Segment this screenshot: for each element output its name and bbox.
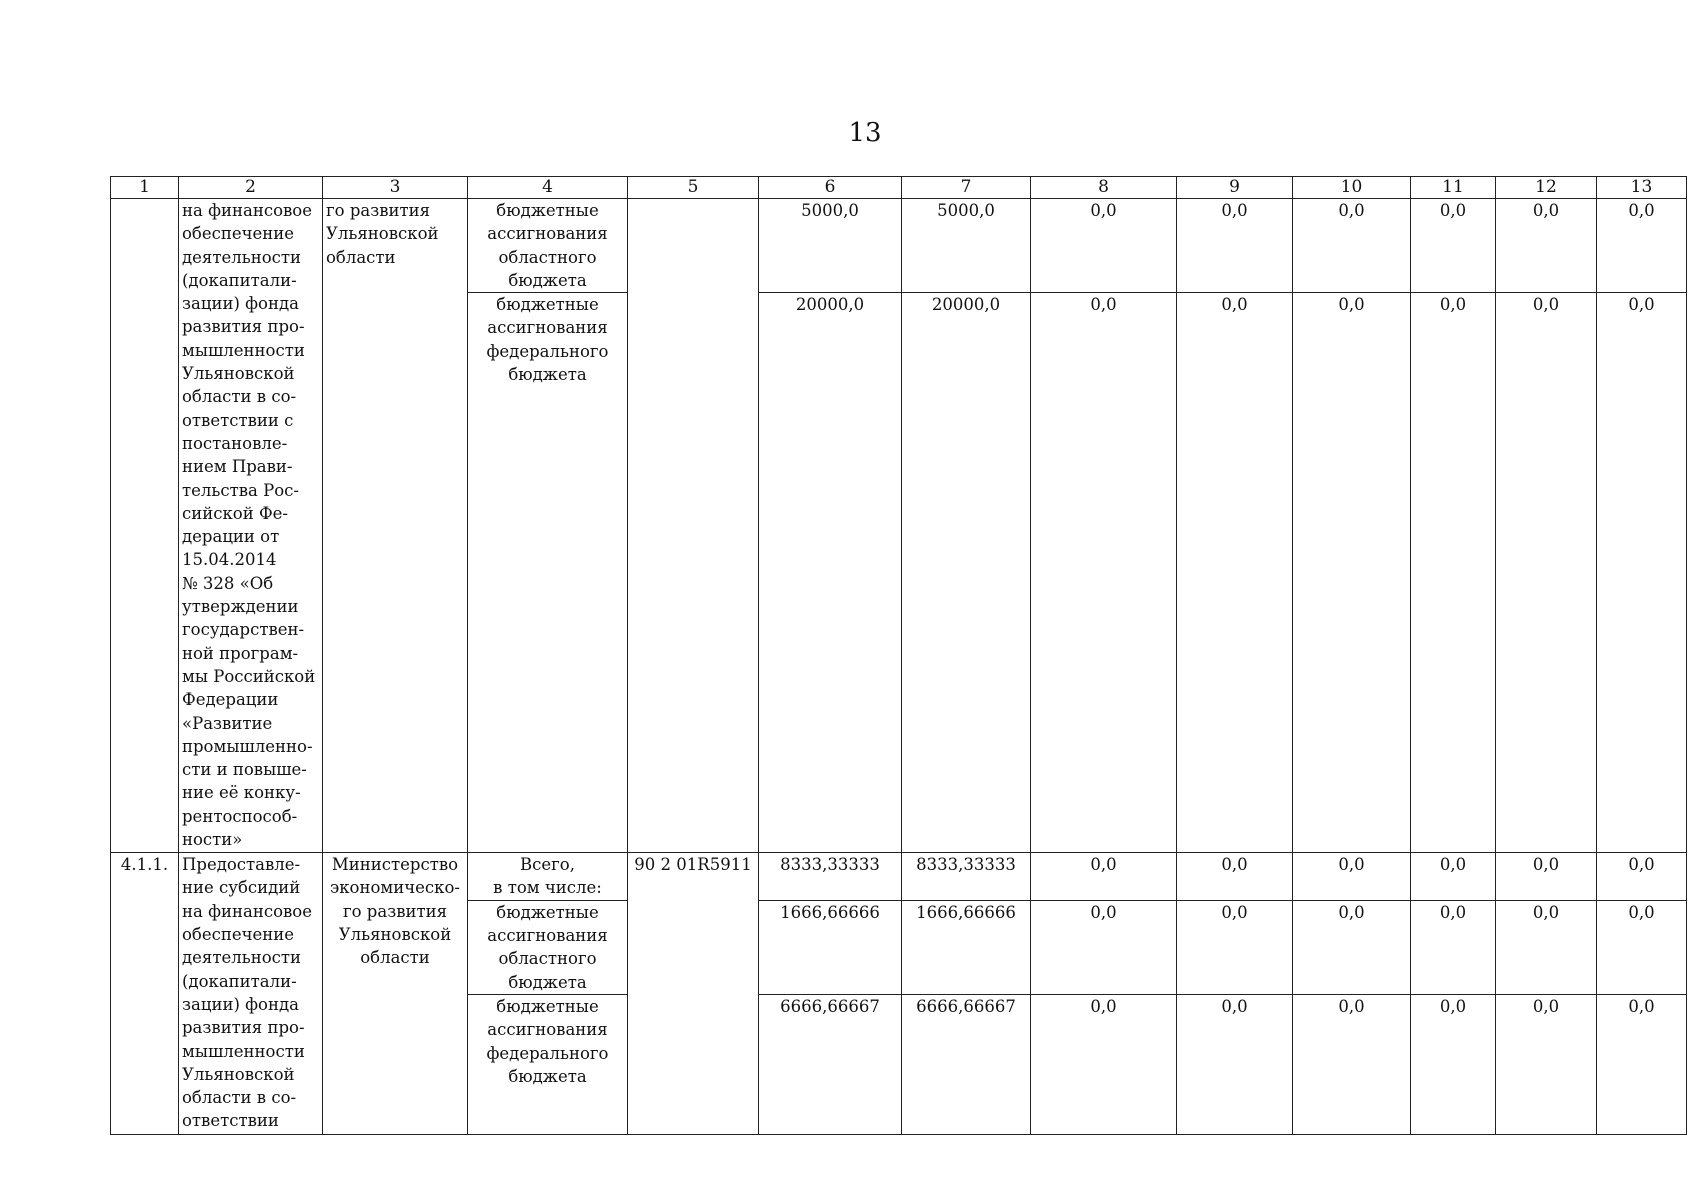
year-amount-cell: 0,0 bbox=[1411, 994, 1496, 1134]
line: бюджетные bbox=[496, 295, 599, 315]
line: бюджетные bbox=[496, 902, 599, 922]
line: ние её конку- bbox=[182, 783, 301, 803]
line: го развития bbox=[326, 201, 431, 220]
line: «Развитие bbox=[182, 713, 273, 733]
total-amount-cell: 6666,66667 bbox=[759, 994, 902, 1134]
line: в том числе: bbox=[493, 878, 602, 898]
year-amount-cell: 0,0 bbox=[1293, 994, 1411, 1134]
table-row bbox=[111, 853, 1687, 901]
activity-name-cell bbox=[179, 199, 323, 853]
funding-source-cell bbox=[468, 199, 628, 293]
year-amount-cell: 0,0 bbox=[1177, 994, 1293, 1134]
year-amount-cell: 0,0 bbox=[1031, 900, 1177, 994]
line: деятельности bbox=[182, 948, 301, 968]
column-header: 3 bbox=[323, 177, 468, 199]
table-row bbox=[111, 199, 1687, 293]
line: деятельности bbox=[182, 247, 301, 267]
line: 15.04.2014 bbox=[182, 550, 277, 570]
total-amount-cell: 1666,66666 bbox=[759, 900, 902, 994]
line: области в со- bbox=[182, 387, 297, 407]
line: обеспечение bbox=[182, 925, 295, 945]
line: Ульяновской bbox=[182, 1064, 295, 1084]
year-amount-cell: 0,0 bbox=[1496, 293, 1597, 853]
column-header: 10 bbox=[1293, 177, 1411, 199]
line: области bbox=[360, 948, 430, 968]
line: областного bbox=[498, 949, 597, 969]
year-amount-cell: 0,0 bbox=[1293, 199, 1411, 293]
activity-name-cell bbox=[179, 853, 323, 1135]
year-amount-cell: 5000,0 bbox=[902, 199, 1031, 293]
year-amount-cell: 0,0 bbox=[1411, 853, 1496, 901]
funding-source-cell bbox=[468, 853, 628, 901]
line: ассигнования bbox=[487, 318, 608, 338]
year-amount-cell: 0,0 bbox=[1177, 853, 1293, 901]
line: ответствии с bbox=[182, 410, 294, 430]
line: области bbox=[326, 247, 396, 267]
line: бюджета bbox=[508, 972, 587, 992]
row-number-cell bbox=[111, 199, 179, 853]
funding-source-cell bbox=[468, 994, 628, 1134]
year-amount-cell: 0,0 bbox=[1597, 853, 1687, 901]
column-header: 5 bbox=[628, 177, 759, 199]
year-amount-cell: 0,0 bbox=[1293, 293, 1411, 853]
line: развития про- bbox=[182, 317, 305, 337]
year-amount-cell: 0,0 bbox=[1597, 199, 1687, 293]
line: зации) фонда bbox=[182, 294, 299, 314]
year-amount-cell: 0,0 bbox=[1177, 293, 1293, 853]
line: на финансовое bbox=[182, 201, 312, 220]
line: зации) фонда bbox=[182, 994, 299, 1014]
line: сти и повыше- bbox=[182, 760, 307, 780]
column-header: 6 bbox=[759, 177, 902, 199]
line: мы Российской bbox=[182, 666, 316, 686]
year-amount-cell: 0,0 bbox=[1496, 853, 1597, 901]
year-amount-cell: 0,0 bbox=[1597, 994, 1687, 1134]
year-amount-cell: 0,0 bbox=[1597, 900, 1687, 994]
total-amount-cell: 5000,0 bbox=[759, 199, 902, 293]
line: (докапитали- bbox=[182, 971, 297, 991]
line: № 328 «Об bbox=[182, 573, 274, 593]
year-amount-cell: 0,0 bbox=[1031, 293, 1177, 853]
column-header: 13 bbox=[1597, 177, 1687, 199]
line: утверждении bbox=[182, 597, 299, 617]
line: государствен- bbox=[182, 620, 305, 640]
column-header: 1 bbox=[111, 177, 179, 199]
executor-cell bbox=[323, 199, 468, 853]
line: ассигнования bbox=[487, 926, 608, 946]
line: Всего, bbox=[520, 855, 575, 875]
year-amount-cell: 0,0 bbox=[1411, 293, 1496, 853]
line: го развития bbox=[342, 901, 448, 921]
line: областного bbox=[498, 247, 597, 267]
total-amount-cell: 8333,33333 bbox=[759, 853, 902, 901]
year-amount-cell: 0,0 bbox=[1597, 293, 1687, 853]
page-number: 13 bbox=[848, 118, 882, 148]
column-header: 7 bbox=[902, 177, 1031, 199]
column-header: 2 bbox=[179, 177, 323, 199]
line: сийской Фе- bbox=[182, 503, 289, 523]
year-amount-cell: 0,0 bbox=[1411, 900, 1496, 994]
line: тельства Рос- bbox=[182, 480, 299, 500]
line: федерального bbox=[486, 341, 609, 361]
line: ности» bbox=[182, 830, 243, 850]
column-header: 12 bbox=[1496, 177, 1597, 199]
line: бюджета bbox=[508, 270, 587, 290]
executor-cell bbox=[323, 853, 468, 1135]
year-amount-cell: 0,0 bbox=[1496, 994, 1597, 1134]
year-amount-cell: 6666,66667 bbox=[902, 994, 1031, 1134]
line: Ульяновской bbox=[326, 224, 439, 244]
line: бюджета bbox=[508, 365, 587, 385]
line: на финансовое bbox=[182, 901, 312, 921]
line: нием Прави- bbox=[182, 457, 293, 477]
funding-source-cell bbox=[468, 900, 628, 994]
year-amount-cell: 8333,33333 bbox=[902, 853, 1031, 901]
line: Ульяновской bbox=[182, 364, 295, 384]
year-amount-cell: 0,0 bbox=[1031, 199, 1177, 293]
year-amount-cell: 0,0 bbox=[1031, 994, 1177, 1134]
budget-table bbox=[110, 176, 1687, 1135]
column-header: 9 bbox=[1177, 177, 1293, 199]
line: бюджета bbox=[508, 1066, 587, 1086]
line: рентоспособ- bbox=[182, 806, 298, 826]
year-amount-cell: 0,0 bbox=[1411, 199, 1496, 293]
year-amount-cell: 1666,66666 bbox=[902, 900, 1031, 994]
line: дерации от bbox=[182, 527, 280, 547]
year-amount-cell: 20000,0 bbox=[902, 293, 1031, 853]
column-header: 11 bbox=[1411, 177, 1496, 199]
year-amount-cell: 0,0 bbox=[1293, 900, 1411, 994]
line: обеспечение bbox=[182, 224, 295, 244]
funding-source-cell bbox=[468, 293, 628, 853]
line: Предоставле- bbox=[182, 855, 301, 875]
line: ассигнования bbox=[487, 1020, 608, 1040]
line: постановле- bbox=[182, 433, 288, 453]
line: промышленно- bbox=[182, 736, 313, 756]
line: мышленности bbox=[182, 1041, 305, 1061]
column-header: 8 bbox=[1031, 177, 1177, 199]
line: экономическо- bbox=[330, 878, 460, 898]
line: ассигнования bbox=[487, 224, 608, 244]
year-amount-cell: 0,0 bbox=[1177, 199, 1293, 293]
line: ответствии bbox=[182, 1111, 279, 1131]
year-amount-cell: 0,0 bbox=[1293, 853, 1411, 901]
line: федерального bbox=[486, 1043, 609, 1063]
line: мышленности bbox=[182, 340, 305, 360]
year-amount-cell: 0,0 bbox=[1177, 900, 1293, 994]
line: (докапитали- bbox=[182, 270, 297, 290]
row-number-cell: 4.1.1. bbox=[111, 853, 179, 1135]
year-amount-cell: 0,0 bbox=[1031, 853, 1177, 901]
column-number-row bbox=[111, 177, 1687, 199]
line: Федерации bbox=[182, 690, 279, 710]
line: Ульяновской bbox=[338, 925, 452, 945]
budget-code-cell: 90 2 01R5911 bbox=[628, 853, 759, 1135]
line: Министерство bbox=[331, 855, 459, 875]
budget-code-cell bbox=[628, 199, 759, 853]
total-amount-cell: 20000,0 bbox=[759, 293, 902, 853]
line: развития про- bbox=[182, 1018, 305, 1038]
year-amount-cell: 0,0 bbox=[1496, 199, 1597, 293]
line: бюджетные bbox=[496, 201, 599, 220]
column-header: 4 bbox=[468, 177, 628, 199]
line: ние субсидий bbox=[182, 878, 301, 898]
line: области в со- bbox=[182, 1088, 297, 1108]
line: ной програм- bbox=[182, 643, 299, 663]
year-amount-cell: 0,0 bbox=[1496, 900, 1597, 994]
line: бюджетные bbox=[496, 996, 599, 1016]
